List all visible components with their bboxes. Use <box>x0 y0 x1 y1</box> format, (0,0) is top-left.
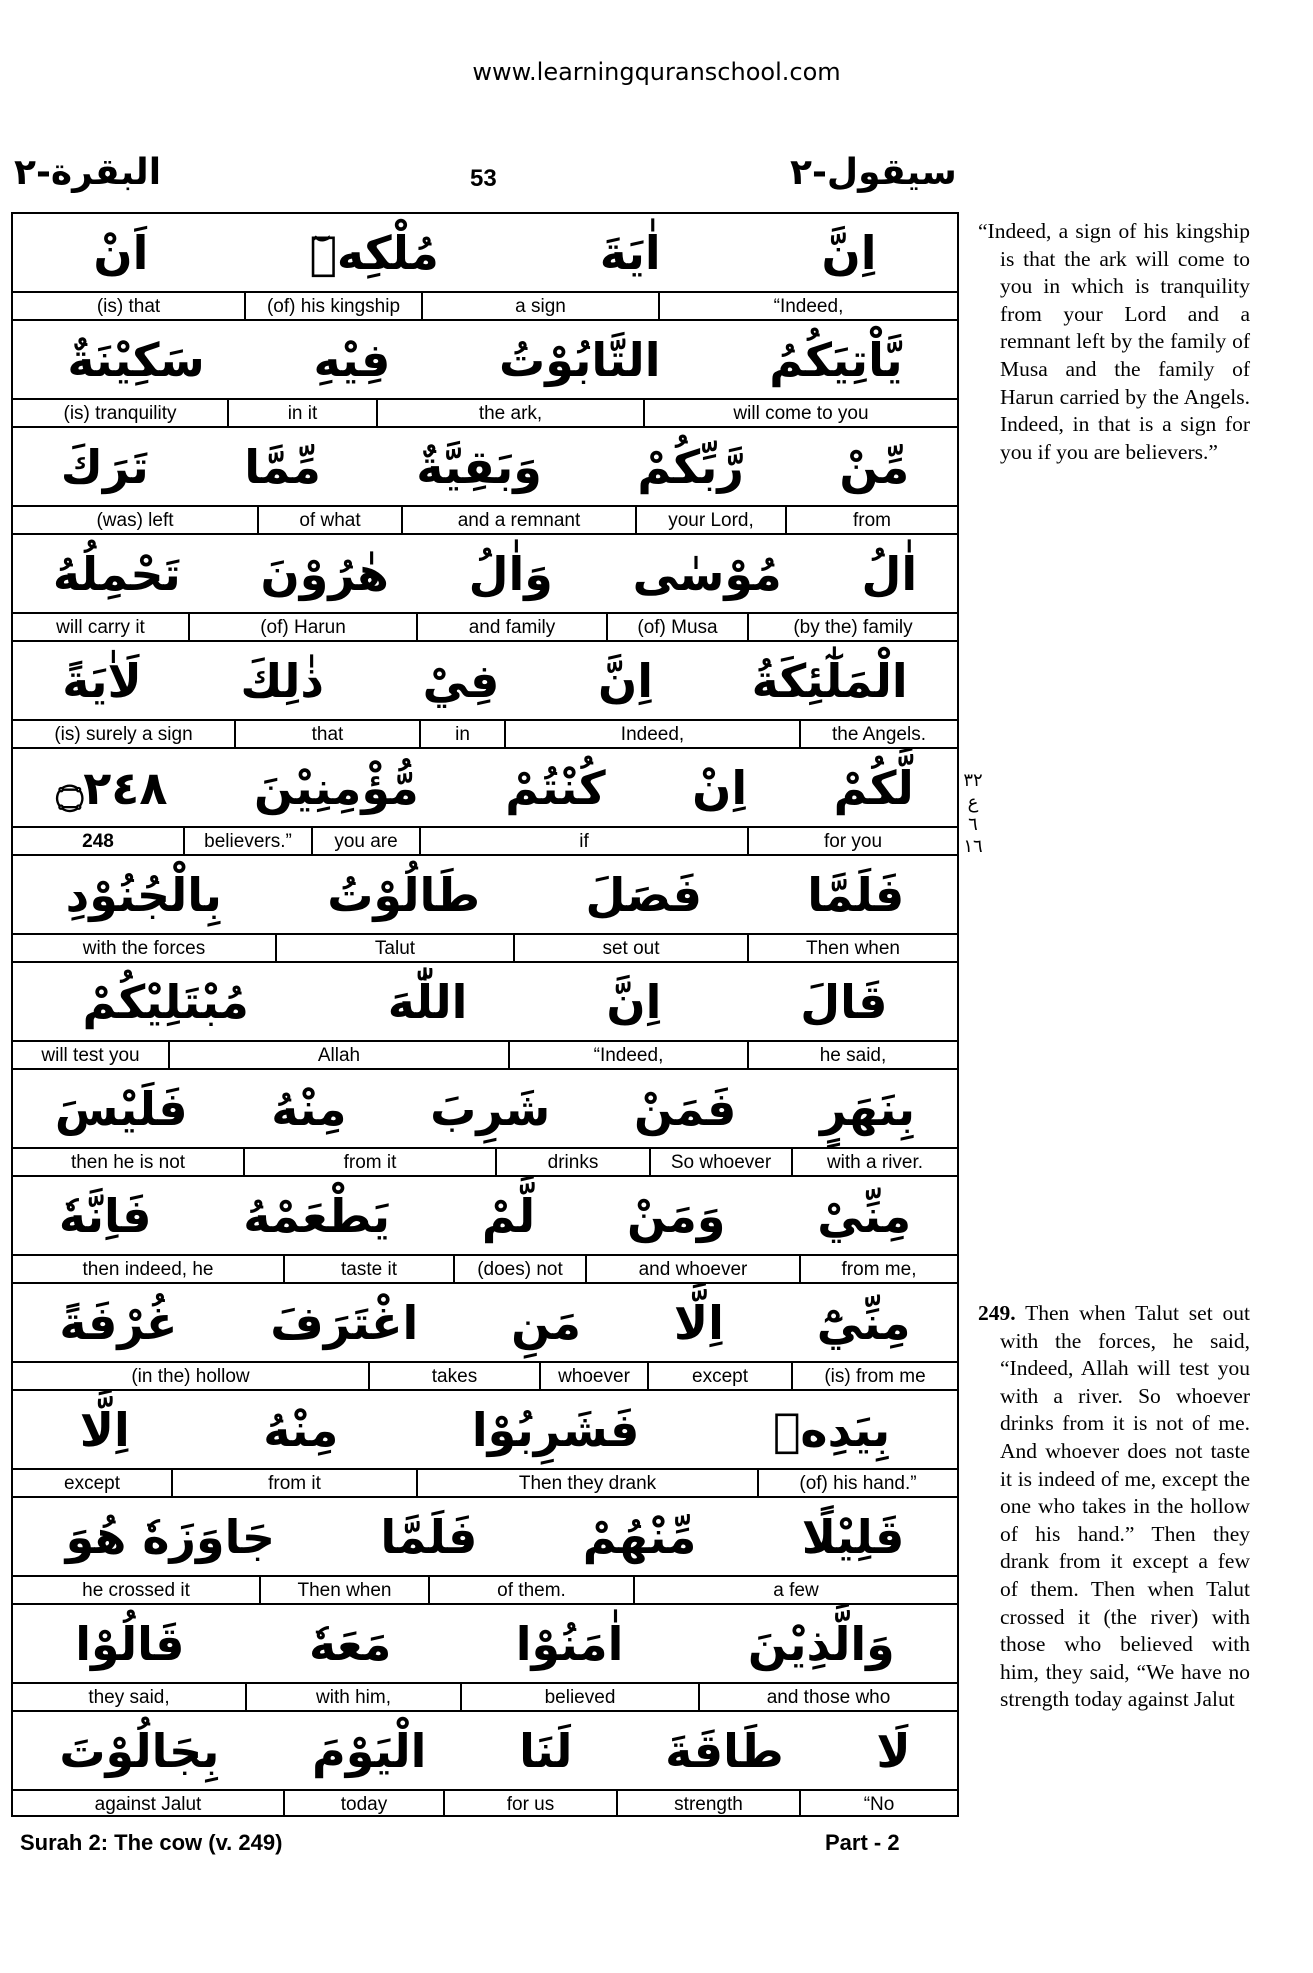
english-gloss: for you <box>747 828 957 854</box>
english-gloss: from it <box>243 1149 495 1175</box>
english-gloss: a few <box>633 1577 957 1603</box>
english-gloss: (in the) hollow <box>131 1366 250 1387</box>
english-gloss: takes <box>368 1363 539 1389</box>
english-gloss: except <box>64 1473 120 1494</box>
verse-row <box>13 749 957 856</box>
english-gloss: whoever <box>539 1363 647 1389</box>
arabic-word: مُّؤْمِنِيْنَ <box>253 760 419 815</box>
english-gloss: with a river. <box>791 1149 957 1175</box>
english-gloss-line <box>13 1040 957 1070</box>
english-gloss: Then they drank <box>416 1470 757 1496</box>
arabic-word: اِلَّا <box>673 1295 724 1350</box>
english-gloss-line <box>13 826 957 856</box>
arabic-word: غُرْفَةً <box>59 1295 178 1350</box>
arabic-word: مِّنْ <box>839 439 910 494</box>
part-name-header: سيقول-٢ <box>790 152 957 193</box>
arabic-word: قَلِيْلًا <box>801 1509 905 1564</box>
english-gloss: in <box>419 721 504 747</box>
english-gloss: (of) his kingship <box>244 293 421 319</box>
english-gloss: Talut <box>275 935 513 961</box>
translation-text: Then when Talut set out with the forces, he said, “Indeed, Allah will test you with a river. So whoever drinks from it is not of me. And whoever does not taste it is indeed of me, except the one who takes in the hollow of his hand.” Then they drank from it except a few of them. Then when Talut crossed it (the river) with those who believed with him, they said, “We have no strength today against Jalut <box>1000 1301 1250 1712</box>
arabic-line <box>13 1177 957 1254</box>
verse-row <box>13 1712 957 1819</box>
arabic-line <box>13 1284 957 1361</box>
english-gloss: and a remnant <box>401 507 635 533</box>
arabic-word: مَنِ <box>511 1295 582 1350</box>
arabic-word: رَّبِّكُمْ <box>637 439 744 494</box>
english-gloss: he said, <box>747 1042 957 1068</box>
english-gloss: (is) from me <box>791 1363 957 1389</box>
english-gloss: So whoever <box>649 1149 791 1175</box>
english-gloss: (of) his hand.” <box>757 1470 957 1496</box>
arabic-line <box>13 321 957 398</box>
arabic-line <box>13 1605 957 1682</box>
surah-name-header: البقرة-٢ <box>14 152 162 193</box>
arabic-word: تَحْمِلُهُ <box>52 546 181 601</box>
ruku-marker-line: ١٦ <box>963 836 983 857</box>
verse-row <box>13 642 957 749</box>
arabic-word: فِيْهِ <box>313 332 391 387</box>
english-gloss: believed <box>460 1684 698 1710</box>
arabic-word: اِنْ <box>692 760 748 815</box>
english-gloss: believers.” <box>183 828 311 854</box>
arabic-word: بِنَهَرٍ <box>820 1081 916 1136</box>
site-url[interactable]: www.learningquranschool.com <box>472 58 841 86</box>
arabic-word: فَلَيْسَ <box>54 1081 188 1136</box>
arabic-word: يَطْعَمْهُ <box>243 1188 391 1243</box>
arabic-line <box>13 642 957 719</box>
english-gloss: your Lord, <box>635 507 785 533</box>
arabic-word: فَصَلَ <box>585 867 702 922</box>
arabic-word: التَّابُوْتُ <box>499 332 661 387</box>
footer-part-label: Part - 2 <box>825 1830 900 1855</box>
arabic-word: سَكِيْنَةٌ <box>67 332 205 387</box>
english-gloss-line <box>13 398 957 428</box>
english-gloss: with him, <box>245 1684 460 1710</box>
english-gloss: will test you <box>41 1045 140 1066</box>
arabic-word: اٰلُ <box>861 546 918 601</box>
english-gloss: of them. <box>428 1577 633 1603</box>
arabic-word: لَّكُمْ <box>833 760 914 815</box>
english-gloss: if <box>419 828 747 854</box>
arabic-word: بِجَالُوْتَ <box>59 1723 220 1778</box>
arabic-word: شَرِبَ <box>430 1081 551 1136</box>
english-gloss: and those who <box>698 1684 957 1710</box>
english-gloss: and whoever <box>585 1256 799 1282</box>
arabic-word: هٰرُوْنَ <box>260 546 389 601</box>
arabic-line <box>13 214 957 291</box>
english-gloss-line <box>13 291 957 321</box>
english-gloss-line <box>13 1468 957 1498</box>
arabic-word: فَلَمَّا <box>380 1509 478 1564</box>
english-gloss-line <box>13 1575 957 1605</box>
english-gloss: today <box>283 1791 443 1817</box>
arabic-word: وَالَّذِيْنَ <box>747 1616 895 1671</box>
ruku-marker-line: ٣٢ <box>963 770 983 791</box>
verse-number: 249. <box>978 1301 1016 1325</box>
ruku-marker <box>960 770 986 858</box>
english-gloss: Then when <box>259 1577 428 1603</box>
english-gloss: (by the) family <box>747 614 957 640</box>
arabic-word: اِنَّ <box>597 653 653 708</box>
verse-row <box>13 1605 957 1712</box>
english-gloss: (is) tranquility <box>63 403 177 424</box>
english-gloss: Indeed, <box>504 721 799 747</box>
arabic-word: لَنَا <box>519 1723 573 1778</box>
english-gloss: that <box>234 721 419 747</box>
english-gloss: “Indeed, <box>658 293 957 319</box>
english-gloss-line <box>13 933 957 963</box>
english-gloss: of what <box>257 507 401 533</box>
arabic-word: اللّٰهَ <box>387 974 468 1029</box>
arabic-word: مِنْهُ <box>271 1081 347 1136</box>
arabic-word: اٰمَنُوْا <box>515 1616 624 1671</box>
english-gloss: (is) surely a sign <box>54 724 193 745</box>
verse-row <box>13 1177 957 1284</box>
arabic-word: وَبَقِيَّةٌ <box>416 439 542 494</box>
arabic-word: مُلْكِهٖٓ <box>309 225 439 280</box>
english-gloss: strength <box>616 1791 799 1817</box>
arabic-word: مِنِّيْ <box>817 1188 912 1243</box>
arabic-word: اِنَّ <box>606 974 662 1029</box>
verse-row <box>13 1070 957 1177</box>
arabic-word: مِنْهُ <box>263 1402 339 1457</box>
english-gloss: will come to you <box>643 400 957 426</box>
english-gloss: “No <box>799 1791 957 1817</box>
arabic-line <box>13 1070 957 1147</box>
verse-row <box>13 1391 957 1498</box>
verse-row <box>13 856 957 963</box>
arabic-line <box>13 1391 957 1468</box>
english-gloss-line <box>13 719 957 749</box>
ruku-marker-line: ع <box>967 792 979 813</box>
arabic-word: فِيْ <box>422 653 500 708</box>
arabic-word: بِيَدِهٖ <box>772 1402 891 1457</box>
footer-surah-label: Surah 2: The cow (v. 249) <box>20 1830 283 1855</box>
english-gloss: with the forces <box>82 938 206 959</box>
arabic-word: الْمَلٰٓئِكَةُ <box>751 653 908 708</box>
arabic-word: فَلَمَّا <box>807 867 905 922</box>
english-gloss: and family <box>416 614 606 640</box>
english-gloss: (of) Harun <box>188 614 416 640</box>
english-gloss: you are <box>311 828 419 854</box>
english-gloss: they said, <box>88 1687 170 1708</box>
arabic-word: مِّنْهُمْ <box>582 1509 697 1564</box>
english-gloss: “Indeed, <box>508 1042 747 1068</box>
english-gloss: then indeed, he <box>82 1259 214 1280</box>
arabic-line <box>13 749 957 826</box>
arabic-word: مِّمَّا <box>244 439 321 494</box>
english-gloss: then he is not <box>70 1152 186 1173</box>
arabic-word: جَاوَزَهٗ هُوَ <box>65 1509 276 1564</box>
arabic-line <box>13 856 957 933</box>
translation-verse-248: “Indeed, a sign of his kingship is that the ark will come to you in which is tranquility from your Lord and a remnant left by the family of Musa and the family of Harun carried by the Angels. Indeed, in that is a sign for you if you are believers.” <box>978 219 1250 464</box>
arabic-line <box>13 1712 957 1789</box>
arabic-word: قَالَ <box>800 974 888 1029</box>
arabic-word: وَاٰلُ <box>468 546 553 601</box>
english-gloss: 248 <box>82 831 114 852</box>
english-gloss: he crossed it <box>82 1580 190 1601</box>
verse-row <box>13 535 957 642</box>
arabic-word: فَمَنْ <box>633 1081 737 1136</box>
english-gloss-line <box>13 1147 957 1177</box>
arabic-word: لَا <box>876 1723 911 1778</box>
english-gloss: from <box>785 507 957 533</box>
verse-row <box>13 321 957 428</box>
arabic-word: اِلَّا <box>79 1402 130 1457</box>
arabic-word: الْيَوْمَ <box>312 1723 427 1778</box>
english-gloss-line <box>13 612 957 642</box>
verse-row <box>13 963 957 1070</box>
english-gloss: Then when <box>747 935 957 961</box>
word-by-word-grid <box>11 212 959 1817</box>
english-gloss-line <box>13 1682 957 1712</box>
verse-row <box>13 1498 957 1605</box>
arabic-word: طَالُوْتُ <box>327 867 481 922</box>
arabic-word: مُوْسٰى <box>632 546 782 601</box>
english-gloss: will carry it <box>56 617 145 638</box>
english-gloss: set out <box>513 935 747 961</box>
arabic-word: ذٰلِكَ <box>240 653 325 708</box>
english-gloss: (does) not <box>453 1256 585 1282</box>
ruku-marker-line: ٦ <box>968 814 978 835</box>
arabic-word: لَاٰيَةً <box>62 653 142 708</box>
arabic-word: قَالُوْا <box>75 1616 185 1671</box>
arabic-word: مَعَهٗ <box>308 1616 392 1671</box>
arabic-word: يَّاْتِيَكُمُ <box>769 332 903 387</box>
arabic-word: مِنِّيْٓ <box>816 1295 911 1350</box>
english-gloss-line <box>13 1254 957 1284</box>
english-gloss: from it <box>171 1470 416 1496</box>
english-gloss: Allah <box>168 1042 508 1068</box>
arabic-word: طَاقَةَ <box>665 1723 784 1778</box>
arabic-word: فَاِنَّهٗ <box>58 1188 152 1243</box>
english-gloss: for us <box>443 1791 616 1817</box>
english-gloss: taste it <box>283 1256 453 1282</box>
english-gloss: the ark, <box>376 400 643 426</box>
arabic-word: لَّمْ <box>481 1188 536 1243</box>
arabic-word: بِالْجُنُوْدِ <box>65 867 222 922</box>
english-gloss: (is) that <box>96 296 161 317</box>
arabic-word: اَنْ <box>93 225 149 280</box>
english-gloss: drinks <box>495 1149 649 1175</box>
english-gloss: (of) Musa <box>606 614 747 640</box>
arabic-line <box>13 1498 957 1575</box>
arabic-word: ۝٢٤٨ <box>56 760 168 815</box>
arabic-line <box>13 963 957 1040</box>
verse-row <box>13 1284 957 1391</box>
arabic-word: اِنَّ <box>821 225 877 280</box>
english-gloss: (was) left <box>96 510 174 531</box>
english-gloss-line <box>13 505 957 535</box>
arabic-line <box>13 535 957 612</box>
arabic-line <box>13 428 957 505</box>
arabic-word: اٰيَةَ <box>599 225 661 280</box>
arabic-word: كُنْتُمْ <box>505 760 606 815</box>
arabic-word: وَمَنْ <box>627 1188 726 1243</box>
english-gloss: against Jalut <box>94 1794 202 1815</box>
english-gloss: except <box>647 1363 791 1389</box>
arabic-word: تَرَكَ <box>60 439 149 494</box>
english-gloss: in it <box>227 400 376 426</box>
english-gloss-line <box>13 1789 957 1819</box>
page-number: 53 <box>470 165 497 192</box>
english-gloss: the Angels. <box>799 721 957 747</box>
english-gloss: from me, <box>799 1256 957 1282</box>
arabic-word: فَشَرِبُوْا <box>471 1402 640 1457</box>
verse-row <box>13 428 957 535</box>
english-gloss: a sign <box>421 293 658 319</box>
arabic-word: مُبْتَلِيْكُمْ <box>82 974 249 1029</box>
arabic-word: اغْتَرَفَ <box>270 1295 419 1350</box>
english-gloss-line <box>13 1361 957 1391</box>
translation-verse-249 <box>978 1300 1250 1714</box>
verse-row <box>13 214 957 321</box>
